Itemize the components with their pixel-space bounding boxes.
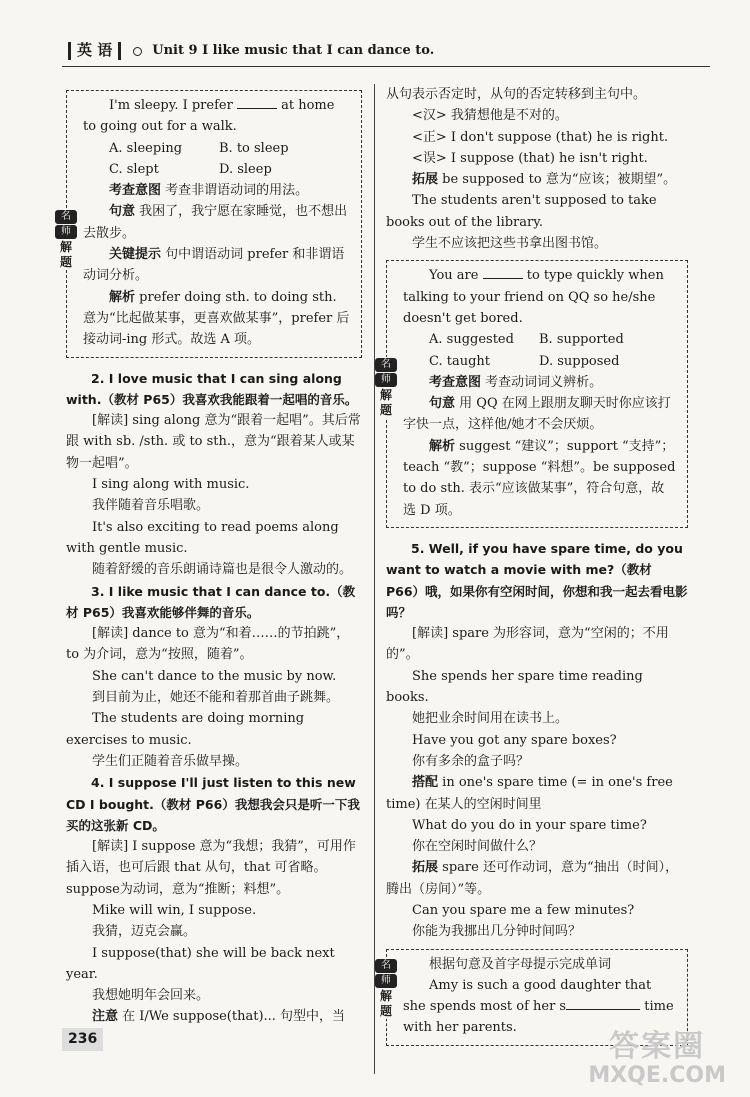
example-zh: <汉> 我猜想他是不对的。 [412, 108, 568, 124]
unit-title: Unit 9 I like music that I can dance to. [152, 43, 435, 59]
item-4-interpret: [解读] I suppose 意为“我想；我猜”，可用作插入语，也可后跟 that 从句，that 可省略。suppose为动词，意为“推断；料想”。 [66, 839, 356, 897]
example-zh: 到目前为止，她还不能和着那首曲子跳舞。 [92, 690, 340, 706]
right-column [379, 84, 688, 1046]
extension-line: 拓展 be supposed to 意为“应该；被期望”。 [412, 172, 677, 188]
example-en: <误> I suppose (that) he isn't right. [412, 150, 648, 166]
item-2-title: 2. I love music that I can sing along with.（教材 P65）我喜欢我能跟着一起唱的音乐。 [66, 370, 358, 407]
example-zh: 她把业余时间用在读书上。 [412, 711, 569, 727]
options-row: C. taught D. supposed [429, 353, 620, 369]
meaning-line: 句意 我困了，我宁愿在家睡觉，也不想出去散步。 [83, 204, 348, 241]
question-text: I'm sleepy. I prefer at home to going out for a walk. [83, 95, 351, 138]
example-zh: 学生们正随着音乐做早操。 [92, 753, 249, 769]
subject-title: 英 语 [77, 41, 113, 60]
header-rule [62, 66, 710, 67]
page-header [62, 38, 434, 64]
example-zh: 我想她明年会回来。 [92, 988, 210, 1004]
analysis-line: 解析 prefer doing sth. to doing sth. 意为“比起做某事，更喜欢做某事”，prefer 后接动词-ing 形式。故选 A 项。 [83, 289, 350, 348]
answer-blank [483, 265, 523, 279]
example-zh: 你在空闲时间做什么？ [412, 839, 543, 855]
teacher-tag: 名 师 解 题 [375, 958, 397, 1019]
intent-line: 考查意图 考查非谓语动词的用法。 [109, 183, 309, 199]
item-2-interpret: [解读] sing along 意为“跟着一起唱”。其后常跟 with sb. /sth. 或 to sth.，意为“跟着某人或某物一起唱”。 [66, 413, 361, 471]
box-title: 根据句意及首字母提示完成单词 [429, 956, 612, 972]
example-en: It's also exciting to read poems along with gentle music. [66, 519, 339, 556]
example-en: She spends her spare time reading books. [386, 668, 643, 706]
example-zh: 我猜，迈克会赢。 [92, 924, 197, 940]
options-row: C. slept D. sleep [109, 161, 272, 177]
exercise-box-2 [379, 260, 688, 528]
exercise-box-1 [59, 90, 362, 358]
meaning-line: 句意 用 QQ 在网上跟朋友聊天时你应该打字快一点，这样他/她才不会厌烦。 [403, 396, 671, 433]
example-zh: 学生不应该把这些书拿出图书馆。 [412, 236, 608, 252]
example-zh: 你有多余的盒子吗？ [412, 753, 530, 769]
answer-blank [566, 996, 640, 1010]
example-en: Can you spare me a few minutes? [412, 902, 635, 918]
header-bar [118, 42, 121, 60]
collocation-line: 搭配 in one's spare time (= in one's free time) 在某人的空闲时间里 [386, 775, 673, 812]
example-en: <正> I don't suppose (that) he is right. [412, 129, 669, 145]
teacher-tag: 名 师 解 题 [55, 209, 77, 270]
site-watermark: 答案圈 MXQE.COM [588, 1029, 726, 1088]
example-en: The students are doing morning exercises to music. [66, 711, 305, 748]
options-row: A. sleeping B. to sleep [109, 140, 289, 156]
note-line: 注意 在 I/We suppose(that)... 句型中，当 [92, 1009, 346, 1025]
header-bar [68, 42, 71, 60]
hint-line: 关键提示 句中谓语动词 prefer 和非谓语动词分析。 [83, 247, 345, 284]
continued-text: 从句表示否定时，从句的否定转移到主句中。 [386, 87, 647, 102]
intent-line: 考查意图 考查动词词义辨析。 [429, 374, 603, 390]
example-en: She can't dance to the music by now. [92, 668, 337, 684]
analysis-line: 解析 suggest “建议”；support “支持”；teach “教”；suppose “料想”。be supposed to do sth. 表示“应该做某事”，符合句意，故选 D 项。 [403, 438, 676, 518]
example-en: The students aren't supposed to take books out of the library. [386, 193, 657, 230]
item-5-title: 5. Well, if you have spare time, do you want to watch a movie with me?（教材 P66）哦，如果你有空闲时间，你想和我一起去看电影吗？ [386, 540, 688, 620]
example-zh: 随着舒缓的音乐朗诵诗篇也是很令人激动的。 [92, 562, 353, 578]
example-zh: 我伴随着音乐唱歌。 [92, 498, 210, 514]
page-number: 236 [62, 1028, 103, 1051]
left-column [59, 84, 362, 1028]
example-en: Have you got any spare boxes? [412, 732, 617, 748]
answer-blank [237, 95, 277, 109]
circle-icon [133, 47, 142, 56]
extension-line: 拓展 spare 还可作动词，意为“抽出（时间），腾出（房间）”等。 [386, 860, 679, 897]
item-3-interpret: [解读] dance to 意为“和着……的节拍跳”，to 为介词，意为“按照，随着”。 [66, 626, 350, 663]
question-text: You are to type quickly when talking to your friend on QQ so he/she doesn't get bored. [403, 265, 677, 329]
item-4-title: 4. I suppose I'll just listen to this new CD I bought.（教材 P66）我想我会只是听一下我买的这张新 CD。 [66, 775, 360, 833]
item-5-interpret: [解读] spare 为形容词，意为“空闲的；不用的”。 [386, 626, 669, 663]
example-zh: 你能为我挪出几分钟时间吗？ [412, 924, 582, 940]
column-divider [374, 84, 375, 1074]
example-en: I sing along with music. [92, 477, 250, 493]
example-en: What do you do in your spare time? [412, 817, 647, 833]
question-text: Amy is such a good daughter that she spends most of her s time with her parents. [403, 977, 674, 1036]
example-en: I suppose(that) she will be back next year. [66, 945, 335, 982]
teacher-tag: 名 师 解 题 [375, 357, 397, 418]
example-en: Mike will win, I suppose. [92, 902, 257, 918]
options-row: A. suggested B. supported [429, 332, 624, 348]
item-3-title: 3. I like music that I can dance to.（教材 P65）我喜欢能够伴舞的音乐。 [66, 583, 356, 620]
